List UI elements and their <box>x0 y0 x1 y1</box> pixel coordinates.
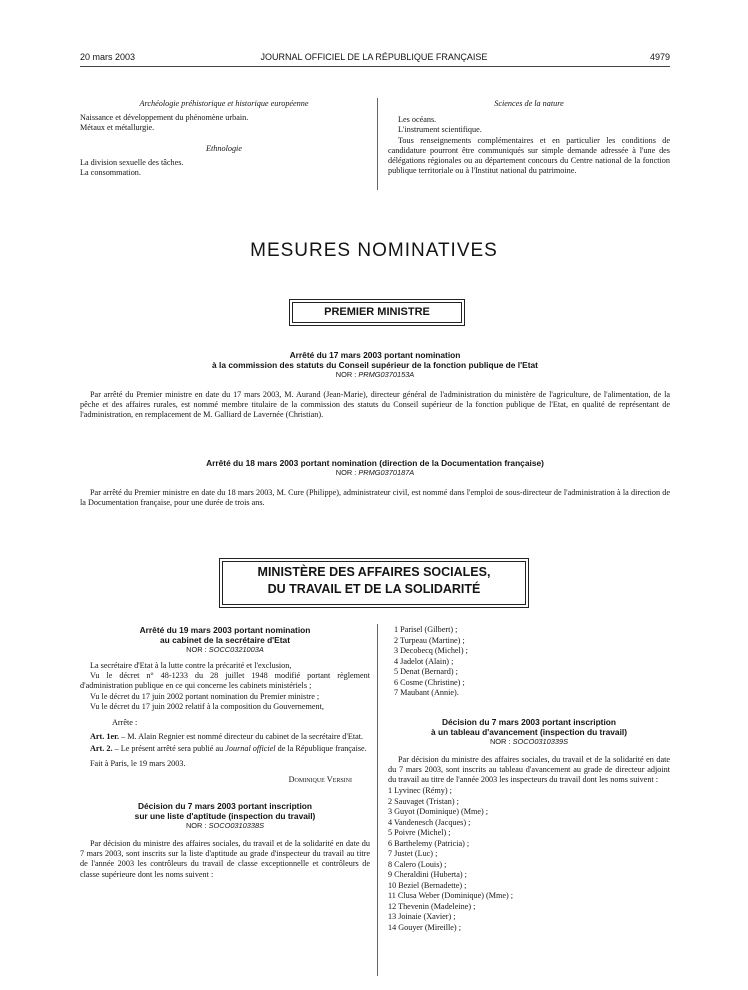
arrete3-title-line2: au cabinet de la secrétaire d'Etat <box>160 635 290 645</box>
top-right-column <box>388 99 670 176</box>
nor-code: SOCO0310338S <box>208 821 265 831</box>
decision1-body: Par décision du ministre des affaires sociales, du travail et de la solidarité en date du 7 mars 2003, sont inscrits sur la liste d'aptitude au grade d'inspecteur du travail au titre de l'année 2003 les contrôleurs du travail de classe exceptionnelle et contrôleurs de classe supérieure dont les noms suivent : <box>80 839 370 879</box>
info-paragraph: Tous renseignements complémentaires et en particulier les conditions de candidature pourront être communiqués sur simple demande adressée à l'une des délégations régionales ou au département concours du Centre national de la fonction publique territoriale ou à l'Institut national du patrimoine. <box>388 135 670 176</box>
decision-liste-aptitude <box>80 801 370 880</box>
list-item: 5 Poivre (Michel) ; <box>388 828 451 838</box>
decision1-title-line2: sur une liste d'aptitude (inspection du travail) <box>134 811 316 822</box>
arrete2-body: Par arrêté du Premier ministre en date du 18 mars 2003, M. Cure (Philippe), administrateur civil, est nommé dans l'emploi de sous-directeur de l'administration à la direction de la Documentation française, pour une durée de trois ans. <box>80 488 670 508</box>
nor-label: NOR : <box>335 468 357 477</box>
heading-sciences: Sciences de la nature <box>494 99 564 108</box>
arrete-17-mars <box>80 350 670 421</box>
nor-code: SOCC0321003A <box>208 645 264 654</box>
decision2-title-line2: à un tableau d'avancement (inspection du travail) <box>430 726 628 737</box>
header-rule <box>80 66 670 67</box>
arrete-word: Arrête : <box>112 718 138 728</box>
list-item: 2 Turpeau (Martine) ; <box>394 635 465 645</box>
decision-tableau-avancement <box>388 717 670 786</box>
list-item: 9 Cheraldini (Huberta) ; <box>388 870 467 880</box>
heading-archeologie: Archéologie préhistorique et historique européenne <box>139 99 309 108</box>
visa-decret-premier-ministre: Vu le décret du 17 juin 2002 portant nomination du Premier ministre ; <box>90 691 320 701</box>
header-date: 20 mars 2003 <box>80 52 136 62</box>
list-item: 6 Barthelemy (Patricia) ; <box>388 838 470 848</box>
decision1-title-line1: Décision du 7 mars 2003 portant inscription <box>137 801 313 812</box>
header-journal-title: JOURNAL OFFICIEL DE LA RÉPUBLIQUE FRANÇAISE <box>260 52 488 62</box>
item-metaux: Métaux et métallurgie. <box>80 123 155 133</box>
decision1-nor <box>80 821 370 831</box>
nor-label: NOR : <box>185 821 207 831</box>
ministere-line2: DU TRAVAIL ET DE LA SOLIDARITÉ <box>267 582 481 596</box>
list-item: 7 Justet (Luc) ; <box>388 849 438 859</box>
visa-decret-1948: Vu le décret n° 48-1233 du 28 juillet 1948 modifié portant règlement d'administration publique en ce qui concerne les cabinets ministériels ; <box>80 671 370 691</box>
nor-label: NOR : <box>489 736 511 746</box>
nor-code: PRMG0370153A <box>358 370 415 379</box>
nor-code: PRMG0370187A <box>358 468 415 477</box>
list-item: 13 Joinaie (Xavier) ; <box>388 912 456 922</box>
list-item: 2 Sauvaget (Tristan) ; <box>388 796 459 806</box>
arrete1-title-line2: à la commission des statuts du Conseil supérieur de la fonction publique de l'Etat <box>212 360 538 370</box>
visa-decret-gouvernement: Vu le décret du 17 juin 2002 relatif à la composition du Gouvernement, <box>90 701 324 711</box>
art2-label: Art. 2. <box>90 744 113 754</box>
arrete2-nor <box>80 468 670 478</box>
main-title: MESURES NOMINATIVES <box>250 240 498 261</box>
list-item: 1 Lyvinec (Rémy) ; <box>388 786 452 796</box>
article-2 <box>80 744 370 754</box>
list-item: 10 Beziel (Bernadette) ; <box>388 880 467 890</box>
column-divider-top <box>377 98 378 190</box>
nor-code: SOCO0310339S <box>512 736 569 746</box>
decision2-title-line1: Décision du 7 mars 2003 portant inscription <box>441 716 617 727</box>
item-instrument: L'instrument scientifique. <box>398 125 482 135</box>
ministere-line1: MINISTÈRE DES AFFAIRES SOCIALES, <box>257 565 491 579</box>
visa-secretaire: La secrétaire d'Etat à la lutte contre la précarité et l'exclusion, <box>90 661 292 670</box>
arrete-18-mars <box>80 458 670 508</box>
list-item: 8 Calero (Louis) ; <box>388 859 447 869</box>
arrete1-title-line1: Arrêté du 17 mars 2003 portant nomination <box>289 350 461 360</box>
decision2-nor <box>388 737 670 747</box>
art2-text-post: de la République française. <box>275 744 367 754</box>
list-item: 11 Clusa Weber (Dominique) (Mme) ; <box>388 891 514 901</box>
item-urbain: Naissance et développement du phénomène urbain. <box>80 113 249 123</box>
arrete3-nor <box>80 645 370 655</box>
arrete2-title: Arrêté du 18 mars 2003 portant nomination (direction de la Documentation française) <box>206 458 544 468</box>
arrete1-nor <box>80 370 670 380</box>
section-box-ministere <box>222 561 526 605</box>
list-avancement-names <box>388 786 670 933</box>
art2-text-pre: – Le présent arrêté sera publié au <box>112 744 226 754</box>
list-aptitude-names <box>388 625 670 699</box>
nor-label: NOR : <box>186 645 207 654</box>
column-divider-bottom <box>377 624 378 976</box>
item-oceans: Les océans. <box>398 115 437 125</box>
list-item: 7 Maubant (Annie). <box>394 688 459 697</box>
lower-right-column <box>388 625 670 933</box>
list-item: 6 Cosme (Christine) ; <box>394 677 465 687</box>
article-1 <box>80 732 370 742</box>
list-item: 3 Guyot (Dominique) (Mme) ; <box>388 807 489 817</box>
header-page-number: 4979 <box>649 52 670 62</box>
section-box-premier-ministre: PREMIER MINISTRE <box>292 302 462 323</box>
list-item: 12 Thevenin (Madeleine) ; <box>388 901 476 911</box>
list-item: 14 Gouyer (Mireille) ; <box>388 922 461 932</box>
signature: Dominique Versini <box>288 774 352 784</box>
list-item: 4 Vandenesch (Jacques) ; <box>388 817 471 827</box>
list-item: 5 Denat (Bernard) ; <box>394 667 458 676</box>
list-item: 4 Jadelot (Alain) ; <box>394 656 454 666</box>
list-item: 3 Decobecq (Michel) ; <box>394 646 468 655</box>
top-left-column <box>80 99 368 178</box>
item-consommation: La consommation. <box>80 168 141 178</box>
arrete1-body: Par arrêté du Premier ministre en date du 17 mars 2003, M. Aurand (Jean-Marie), directeur général de l'administration du ministère de l'agriculture, de l'alimentation, de la pêche et des affaires rurales, est nommé membre titulaire de la commission des statuts du Conseil supérieur de la fonction publique de l'Etat, en qualité de représentant de l'administration, en remplacement de M. Galliard de Lavernée (Christian). <box>80 390 670 420</box>
arrete3-title-line1: Arrêté du 19 mars 2003 portant nomination <box>139 625 311 635</box>
item-division: La division sexuelle des tâches. <box>80 157 184 167</box>
art1-label: Art. 1er. <box>90 732 120 742</box>
heading-ethnologie: Ethnologie <box>206 143 242 153</box>
art2-text-journal: Journal officiel <box>225 744 276 754</box>
decision2-body: Par décision du ministre des affaires sociales, du travail et de la solidarité en date du 7 mars 2003, sont inscrits au tableau d'avancement au grade de directeur adjoint du travail au titre de l'année 2003 les inspecteurs du travail dont les noms suivent : <box>388 754 670 784</box>
list-item: 1 Parisel (Gilbert) ; <box>394 625 458 634</box>
lower-left-column <box>80 625 370 880</box>
fait-a-paris: Fait à Paris, le 19 mars 2003. <box>90 758 186 768</box>
nor-label: NOR : <box>335 370 357 379</box>
art1-text: – M. Alain Regnier est nommé directeur du cabinet de la secrétaire d'Etat. <box>119 732 364 742</box>
